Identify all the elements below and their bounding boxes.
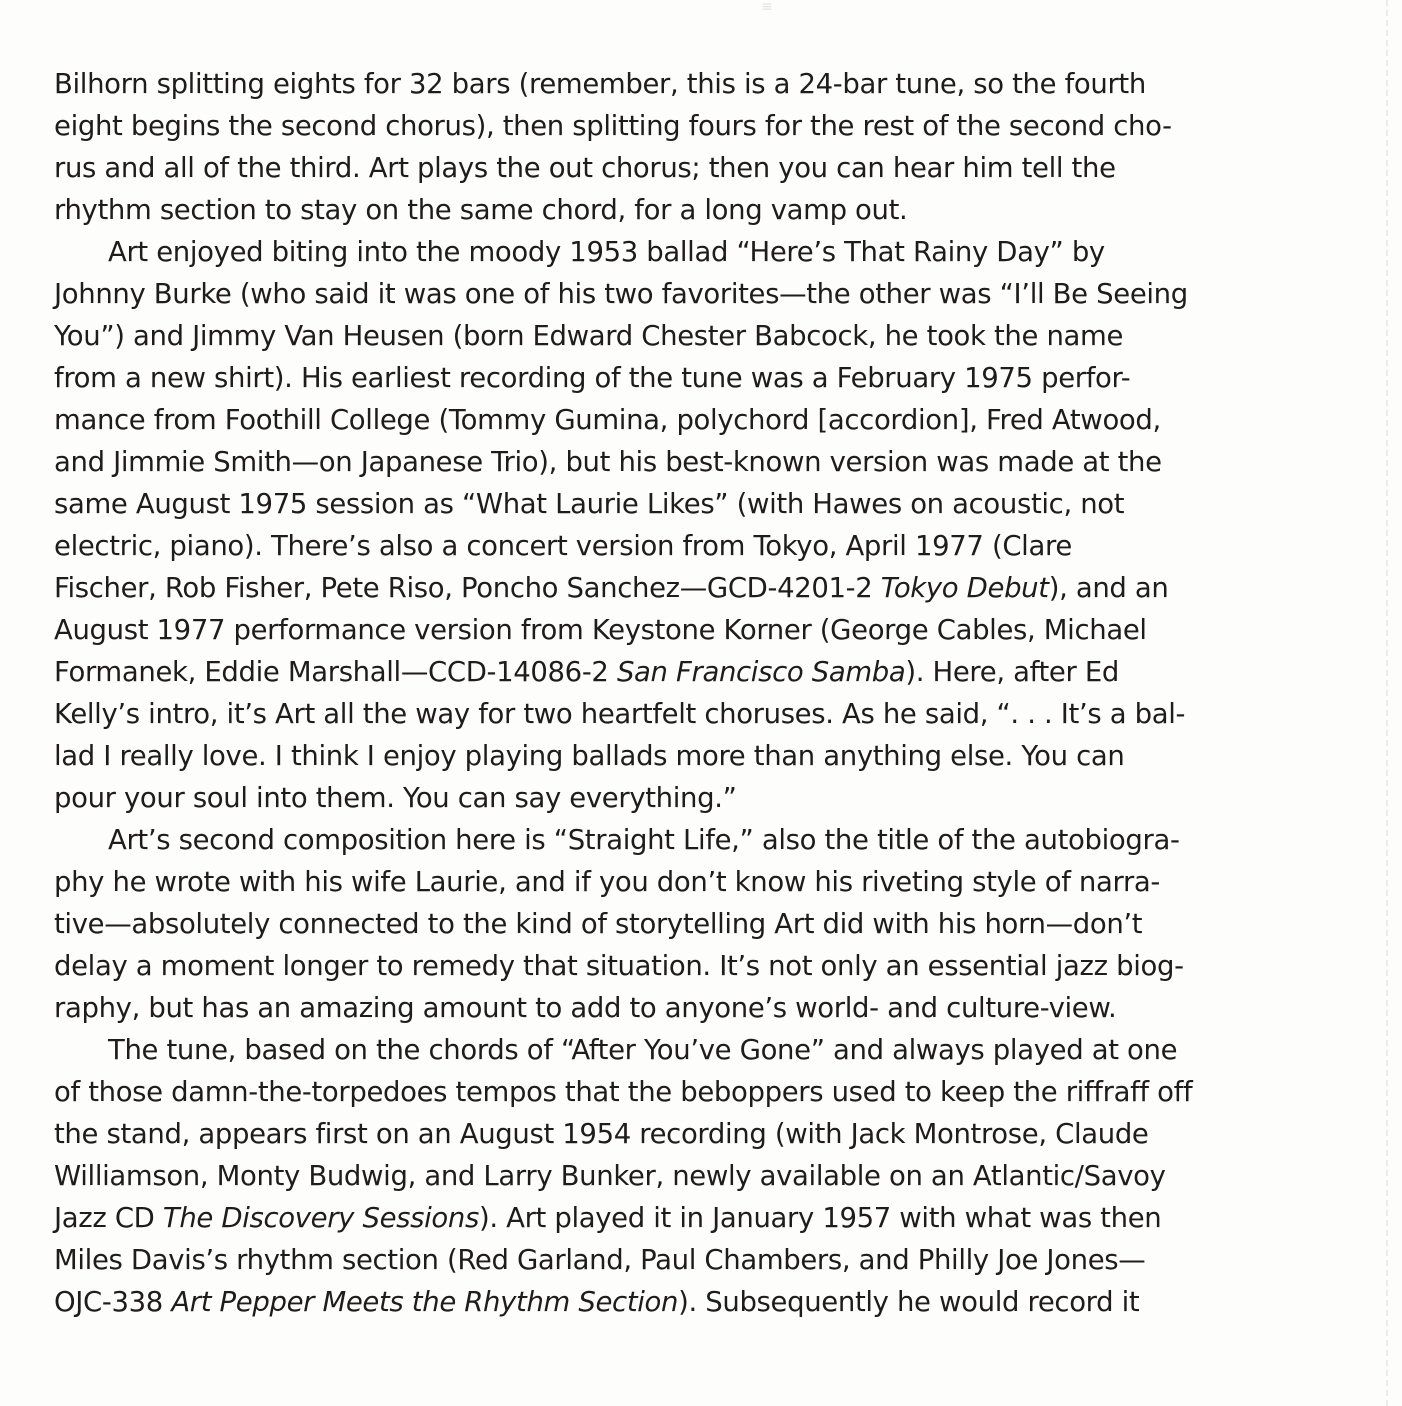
text-segment: of those damn-the-torpedoes tempos that the beboppers used to keep the riffraff off xyxy=(54,1076,1193,1108)
text-segment: eight begins the second chorus), then splitting fours for the rest of the second cho- xyxy=(54,110,1172,142)
text-segment: and Jimmie Smith—on Japanese Trio), but his best-known version was made at the xyxy=(54,446,1162,478)
text-segment: Kelly’s intro, it’s Art all the way for two heartfelt choruses. As he said, “. . . It’s a bal- xyxy=(54,698,1186,730)
text-line xyxy=(54,987,1354,1029)
scan-edge-line xyxy=(1386,0,1388,1406)
text-line xyxy=(54,273,1354,315)
text-line xyxy=(54,609,1354,651)
text-segment: delay a moment longer to remedy that situation. It’s not only an essential jazz biog- xyxy=(54,950,1184,982)
paragraph-first-line xyxy=(54,1029,1354,1071)
text-segment: mance from Foothill College (Tommy Gumina, polychord [accordion], Fred Atwood, xyxy=(54,404,1161,436)
text-segment: Williamson, Monty Budwig, and Larry Bunker, newly available on an Atlantic/Savoy xyxy=(54,1160,1166,1192)
text-line xyxy=(54,63,1354,105)
text-segment: The tune, based on the chords of “After You’ve Gone” and always played at one xyxy=(108,1034,1178,1066)
text-segment: Fischer, Rob Fisher, Pete Riso, Poncho Sanchez—GCD-4201-2 xyxy=(54,572,881,604)
paragraph-first-line xyxy=(54,819,1354,861)
text-segment: You”) and Jimmy Van Heusen (born Edward Chester Babcock, he took the name xyxy=(54,320,1124,352)
text-segment: ). Art played it in January 1957 with what was then xyxy=(478,1202,1162,1234)
italic-title: San Francisco Samba xyxy=(616,656,906,688)
text-segment: pour your soul into them. You can say everything.” xyxy=(54,782,737,814)
text-segment: lad I really love. I think I enjoy playing ballads more than anything else. You can xyxy=(54,740,1125,772)
text-segment: raphy, but has an amazing amount to add to anyone’s world- and culture-view. xyxy=(54,992,1117,1024)
text-line xyxy=(54,1281,1354,1323)
text-line xyxy=(54,1071,1354,1113)
text-segment: from a new shirt). His earliest recording of the tune was a February 1975 perfor- xyxy=(54,362,1131,394)
italic-title: Tokyo Debut xyxy=(880,572,1049,604)
text-line xyxy=(54,1239,1354,1281)
italic-title: Art Pepper Meets the Rhythm Section xyxy=(171,1286,679,1318)
text-segment: electric, piano). There’s also a concert version from Tokyo, April 1977 (Clare xyxy=(54,530,1072,562)
text-segment: Miles Davis’s rhythm section (Red Garland, Paul Chambers, and Philly Joe Jones— xyxy=(54,1244,1146,1276)
text-line xyxy=(54,693,1354,735)
italic-title: The Discovery Sessions xyxy=(162,1202,479,1234)
text-segment: Jazz CD xyxy=(54,1202,163,1234)
text-line xyxy=(54,399,1354,441)
text-segment: the stand, appears first on an August 1954 recording (with Jack Montrose, Claude xyxy=(54,1118,1149,1150)
text-segment: Johnny Burke (who said it was one of his two favorites—the other was “I’ll Be Seeing xyxy=(54,278,1188,310)
text-line xyxy=(54,777,1354,819)
text-line xyxy=(54,651,1354,693)
text-line xyxy=(54,525,1354,567)
paragraph-first-line xyxy=(54,231,1354,273)
text-segment: August 1977 performance version from Keystone Korner (George Cables, Michael xyxy=(54,614,1147,646)
text-segment: ). Subsequently he would record it xyxy=(678,1286,1140,1318)
text-segment: same August 1975 session as “What Laurie Likes” (with Hawes on acoustic, not xyxy=(54,488,1125,520)
text-line xyxy=(54,1155,1354,1197)
text-line xyxy=(54,483,1354,525)
text-segment: Bilhorn splitting eights for 32 bars (remember, this is a 24-bar tune, so the fourth xyxy=(54,68,1146,100)
text-line xyxy=(54,315,1354,357)
text-line xyxy=(54,903,1354,945)
text-line xyxy=(54,1113,1354,1155)
text-line xyxy=(54,441,1354,483)
text-line xyxy=(54,1197,1354,1239)
text-line xyxy=(54,945,1354,987)
text-segment: tive—absolutely connected to the kind of storytelling Art did with his horn—don’t xyxy=(54,908,1143,940)
text-line xyxy=(54,105,1354,147)
text-segment: rus and all of the third. Art plays the out chorus; then you can hear him tell the xyxy=(54,152,1116,184)
text-line xyxy=(54,861,1354,903)
text-segment: Formanek, Eddie Marshall—CCD-14086-2 xyxy=(54,656,617,688)
text-line xyxy=(54,567,1354,609)
text-segment: ). Here, after Ed xyxy=(905,656,1119,688)
text-segment: phy he wrote with his wife Laurie, and if you don’t know his riveting style of narra- xyxy=(54,866,1160,898)
scan-artifact-mark: ≡ xyxy=(761,0,773,15)
text-line xyxy=(54,147,1354,189)
text-segment: rhythm section to stay on the same chord, for a long vamp out. xyxy=(54,194,908,226)
document-text-block xyxy=(54,63,1354,1323)
text-line xyxy=(54,357,1354,399)
text-segment: ), and an xyxy=(1048,572,1169,604)
text-segment: Art’s second composition here is “Straight Life,” also the title of the autobiogra- xyxy=(108,824,1180,856)
text-segment: OJC-338 xyxy=(54,1286,172,1318)
text-line xyxy=(54,735,1354,777)
text-segment: Art enjoyed biting into the moody 1953 ballad “Here’s That Rainy Day” by xyxy=(108,236,1105,268)
text-line xyxy=(54,189,1354,231)
